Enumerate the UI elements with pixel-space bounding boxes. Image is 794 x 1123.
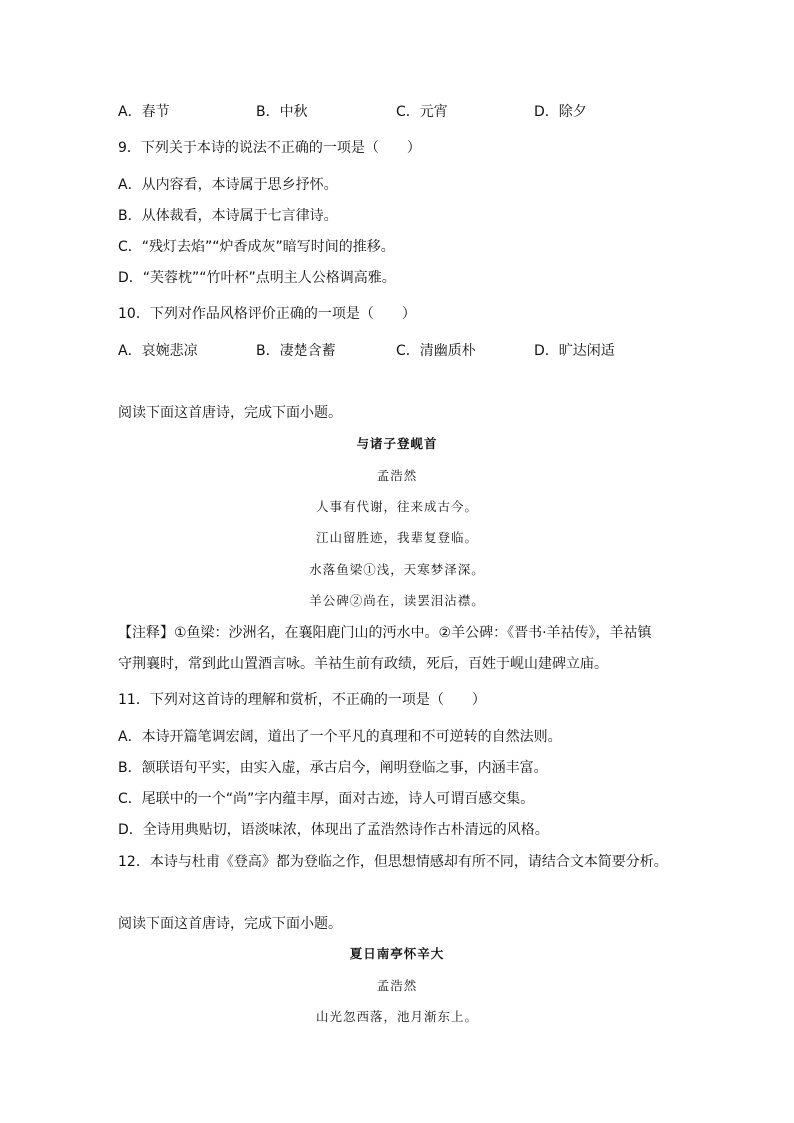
- passage2-intro: 阅读下面这首唐诗，完成下面小题。: [118, 916, 342, 932]
- q9-option-b: B．从体裁看，本诗属于七言律诗。: [118, 208, 338, 224]
- q12-stem: 12．本诗与杜甫《登高》都为登临之作，但思想情感却有所不同，请结合文本简要分析。: [118, 854, 668, 870]
- q11-stem: 11．下列对这首诗的理解和赏析，不正确的一项是（ ）: [118, 692, 486, 708]
- passage2-author: 孟浩然: [376, 978, 418, 993]
- annotation-line-1: 【注释】①鱼梁：沙洲名，在襄阳鹿门山的沔水中。②羊公碑：《晋书·羊祜传》，羊祜镇: [118, 625, 652, 641]
- q10-option-b: B．凄楚含蓄: [256, 343, 336, 359]
- q8-option-b: B．中秋: [256, 104, 308, 120]
- q10-option-c: C．清幽质朴: [396, 343, 476, 359]
- q8-option-a: A．春节: [118, 104, 170, 120]
- q9-option-c: C．“残灯去焰”“炉香成灰”暗写时间的推移。: [118, 239, 395, 255]
- poem-line-2: 江山留胜迹，我辈复登临。: [315, 530, 478, 545]
- q9-stem: 9．下列关于本诗的说法不正确的一项是（ ）: [118, 140, 421, 156]
- q11-option-c: C．尾联中的一个“尚”字内蕴丰厚，面对古迹，诗人可谓百感交集。: [118, 791, 535, 807]
- annotation-line-2: 守荆襄时，常到此山置酒言咏。羊祜生前有政绩，死后，百姓于岘山建碑立庙。: [118, 656, 608, 672]
- q11-option-b: B．颔联语句平实，由实入虚，承古启今，阐明登临之事，内涵丰富。: [118, 760, 548, 776]
- q10-options: [118, 341, 718, 361]
- passage1-title: 与诸子登岘首: [356, 436, 438, 451]
- q10-stem: 10．下列对作品风格评价正确的一项是（ ）: [118, 306, 416, 322]
- poem-line-4: 羊公碑②尚在，读罢泪沾襟。: [309, 593, 485, 608]
- q10-option-a: A．哀婉悲凉: [118, 343, 198, 359]
- passage1-author: 孟浩然: [376, 468, 418, 483]
- q8-option-c: C．元宵: [396, 104, 448, 120]
- q9-option-a: A．从内容看，本诗属于思乡抒怀。: [118, 177, 338, 193]
- passage1-intro: 阅读下面这首唐诗，完成下面小题。: [118, 405, 342, 421]
- poem-line-3: 水落鱼梁①浅，天寒梦泽深。: [309, 562, 485, 577]
- q8-options: [118, 102, 718, 122]
- q10-option-d: D．旷达闲适: [534, 343, 615, 359]
- poem-line-1: 人事有代谢，往来成古今。: [315, 499, 478, 514]
- passage2-poem-line-1: 山光忽西落，池月渐东上。: [315, 1009, 478, 1024]
- q9-option-d: D．“芙蓉枕”“竹叶杯”点明主人公格调高雅。: [118, 270, 396, 286]
- q8-option-d: D．除夕: [534, 104, 587, 120]
- q11-option-a: A．本诗开篇笔调宏阔，道出了一个平凡的真理和不可逆转的自然法则。: [118, 729, 562, 745]
- q11-option-d: D．全诗用典贴切，语淡味浓，体现出了孟浩然诗作古朴清远的风格。: [118, 822, 549, 838]
- passage2-title: 夏日南亭怀辛大: [349, 946, 445, 961]
